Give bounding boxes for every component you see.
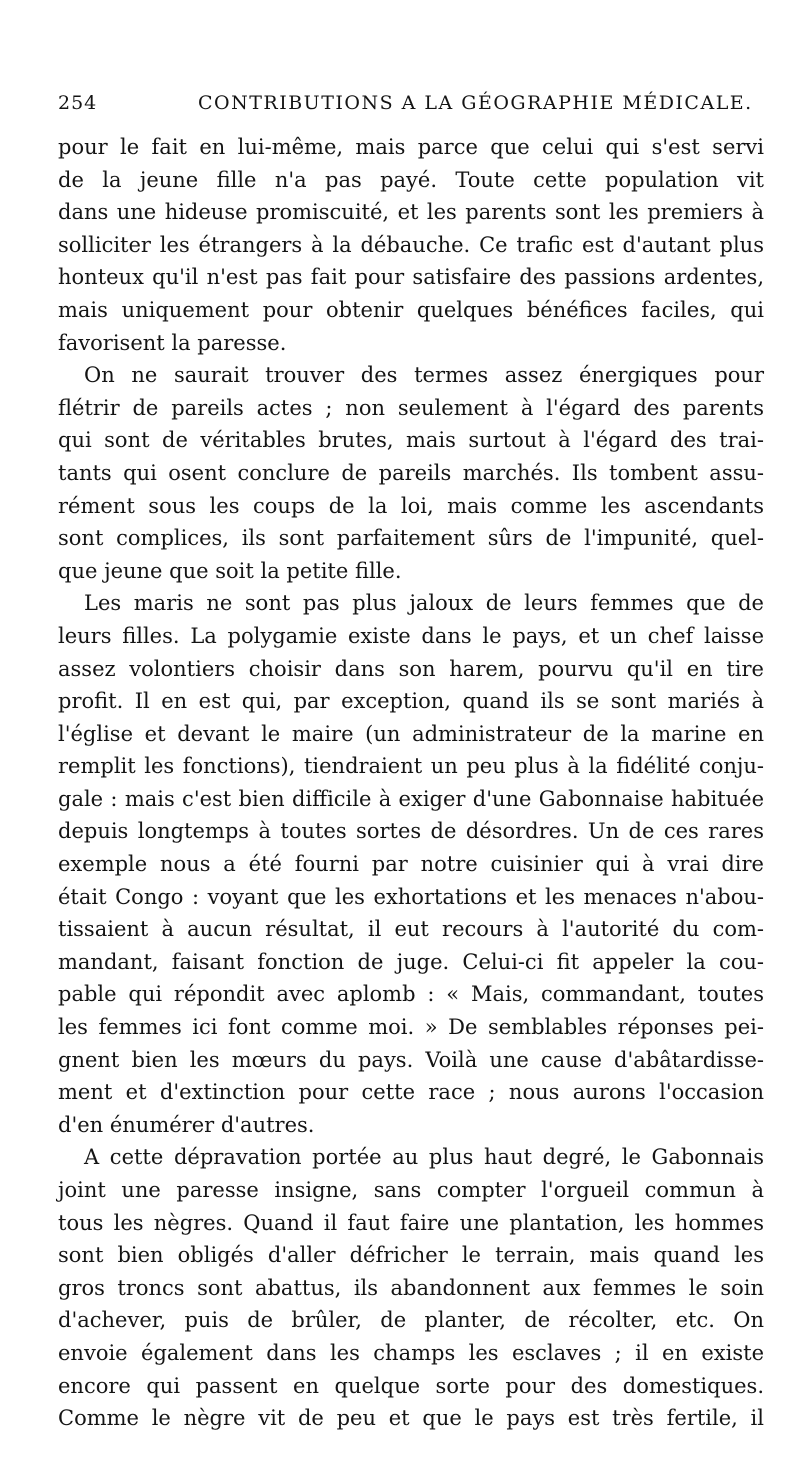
text-line: honteux qu'il n'est pas fait pour satisfaire des passions ardentes,: [58, 265, 764, 290]
text-line: tissaient à aucun résultat, il eut recours à l'autorité du com-: [58, 917, 764, 942]
text-line: gnent bien les mœurs du pays. Voilà une cause d'abâtardisse-: [58, 1047, 764, 1072]
text-line: gros troncs sont abattus, ils abandonnent aux femmes le soin: [58, 1275, 764, 1300]
text-line: A cette dépravation portée au plus haut degré, le Gabonnais: [84, 1145, 764, 1170]
page-header: [58, 92, 764, 122]
text-line: ment et d'extinction pour cette race ; nous aurons l'occasion: [58, 1080, 764, 1105]
text-line: profit. Il en est qui, par exception, quand ils se sont mariés à: [58, 689, 764, 714]
text-line: flétrir de pareils actes ; non seulement à l'égard des parents: [58, 395, 764, 420]
running-title: CONTRIBUTIONS A LA GÉOGRAPHIE MÉDICALE.: [198, 92, 753, 114]
text-line: On ne saurait trouver des termes assez énergiques pour: [84, 363, 764, 388]
text-line: depuis longtemps à toutes sortes de désordres. Un de ces rares: [58, 819, 764, 844]
text-line: l'église et devant le maire (un administrateur de la marine en: [58, 721, 764, 746]
text-line: encore qui passent en quelque sorte pour des domestiques.: [58, 1373, 764, 1398]
text-line: de la jeune fille n'a pas payé. Toute cette population vit: [58, 167, 764, 192]
body-text: [58, 131, 764, 1435]
page-number: 254: [58, 92, 98, 114]
text-line: favorisent la paresse.: [58, 330, 287, 355]
text-line: sont bien obligés d'aller défricher le terrain, mais quand les: [58, 1243, 764, 1268]
text-line: d'en énumérer d'autres.: [58, 1112, 315, 1137]
text-line: tous les nègres. Quand il faut faire une plantation, les hommes: [58, 1210, 764, 1235]
text-line: les femmes ici font comme moi. » De semblables réponses pei-: [58, 1015, 764, 1040]
text-line: mandant, faisant fonction de juge. Celui-ci fit appeler la cou-: [58, 949, 764, 974]
text-line: gale : mais c'est bien difficile à exiger d'une Gabonnaise habituée: [58, 786, 764, 811]
text-line: envoie également dans les champs les esclaves ; il en existe: [58, 1340, 764, 1365]
text-line: était Congo : voyant que les exhortations et les menaces n'abou-: [58, 884, 764, 909]
text-line: sont complices, ils sont parfaitement sûrs de l'impunité, quel-: [58, 526, 764, 551]
text-line: Les maris ne sont pas plus jaloux de leurs femmes que de: [84, 591, 764, 616]
text-line: leurs filles. La polygamie existe dans le pays, et un chef laisse: [58, 623, 764, 648]
text-line: que jeune que soit la petite fille.: [58, 558, 402, 583]
text-line: d'achever, puis de brûler, de planter, de récolter, etc. On: [58, 1308, 764, 1333]
text-line: pable qui répondit avec aplomb : « Mais, commandant, toutes: [58, 982, 764, 1007]
text-line: qui sont de véritables brutes, mais surtout à l'égard des trai-: [58, 428, 764, 453]
text-line: joint une paresse insigne, sans compter l'orgueil commun à: [58, 1178, 764, 1202]
text-line: Comme le nègre vit de peu et que le pays est très fertile, il: [58, 1406, 764, 1431]
text-line: solliciter les étrangers à la débauche. Ce trafic est d'autant plus: [58, 232, 764, 257]
text-line: rément sous les coups de la loi, mais comme les ascendants: [58, 493, 764, 518]
text-line: remplit les fonctions), tiendraient un peu plus à la fidélité conju-: [58, 754, 764, 779]
text-line: mais uniquement pour obtenir quelques bénéfices faciles, qui: [58, 297, 764, 322]
text-line: dans une hideuse promiscuité, et les parents sont les premiers à: [58, 200, 764, 225]
text-line: pour le fait en lui-même, mais parce que celui qui s'est servi: [58, 135, 764, 159]
text-line: tants qui osent conclure de pareils marchés. Ils tombent assu-: [58, 460, 764, 485]
text-line: exemple nous a été fourni par notre cuisinier qui à vrai dire: [58, 852, 764, 877]
text-line: assez volontiers choisir dans son harem, pourvu qu'il en tire: [58, 656, 764, 681]
